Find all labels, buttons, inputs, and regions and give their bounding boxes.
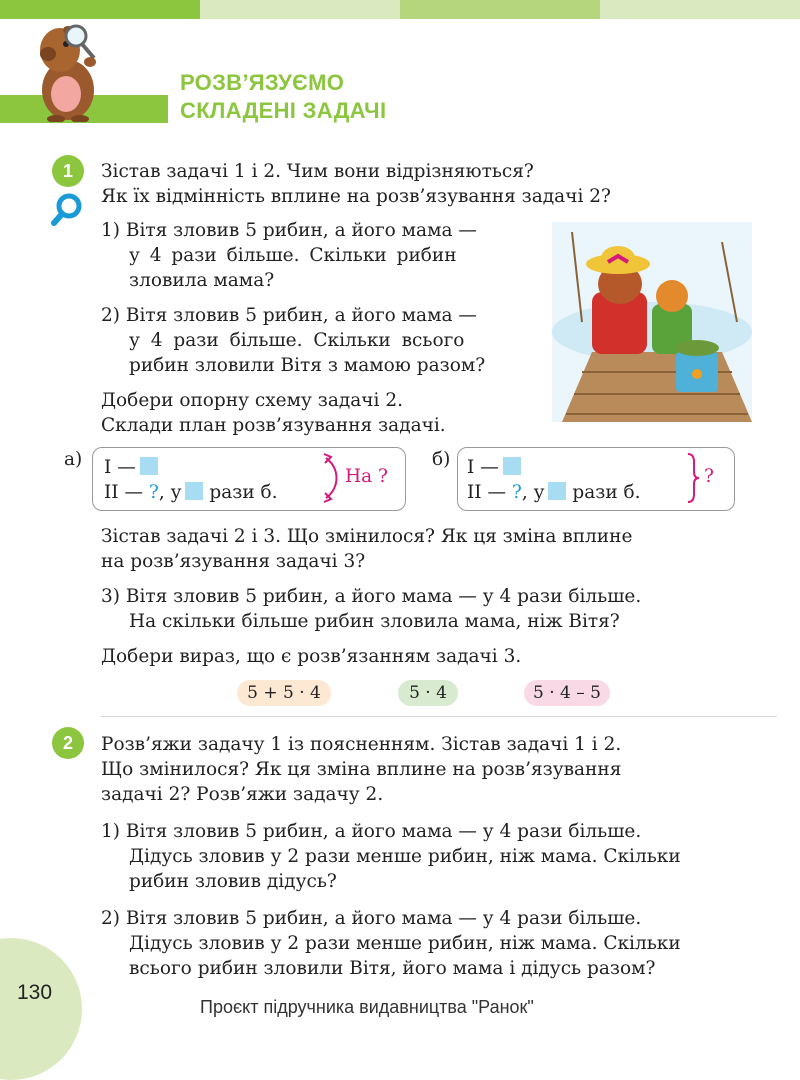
- scheme-a-row1: [104, 456, 158, 480]
- expression-option-1[interactable]: 5 + 5 · 4: [237, 680, 331, 706]
- scheme-b-row2-end: рази б.: [572, 482, 641, 503]
- blank-square: [503, 457, 521, 475]
- scheme-b-row1-label: I —: [467, 457, 499, 478]
- blank-square: [185, 482, 203, 500]
- scheme-a-row2-mid: , у: [158, 482, 182, 503]
- task1-compare-1: Зістав задачі 2 і 3. Що змінилося? Як ця зміна вплине: [101, 526, 633, 547]
- task2-intro-2: Що змінилося? Як ця зміна вплине на розв’язування: [101, 759, 622, 780]
- scheme-a-row1-label: I —: [104, 457, 136, 478]
- question-mark: ?: [511, 482, 522, 503]
- task1-intro-1: Зістав задачі 1 і 2. Чим вони відрізняються?: [101, 161, 534, 182]
- capybara-mascot-icon: [28, 22, 108, 122]
- scheme-a-row2-label: II —: [104, 482, 143, 503]
- task-number-badge-1: 1: [52, 155, 84, 187]
- top-bar-1: [0, 0, 200, 19]
- magnifier-icon: [50, 192, 84, 228]
- scheme-b-label: б): [432, 449, 451, 470]
- task1-problem2-line3: рибин зловили Вітя з мамою разом?: [129, 355, 486, 376]
- task1-problem2-line1: 2) Вітя зловив 5 рибин, а його мама —: [101, 305, 477, 326]
- top-bar-3: [400, 0, 600, 19]
- page-title-line2: СКЛАДЕНІ ЗАДАЧІ: [180, 98, 387, 123]
- scheme-a-row2: [104, 481, 278, 505]
- task2-problem2-line3: всього рибин зловили Вітя, його мама і дідусь разом?: [129, 958, 656, 979]
- page-number: 130: [17, 981, 53, 1004]
- task1-problem3-line1: 3) Вітя зловив 5 рибин, а його мама — у 4 рази більше.: [101, 586, 642, 607]
- task2-problem2-line2: Дідусь зловив у 2 рази менше рибин, ніж мама. Скільки: [129, 933, 681, 954]
- footer-caption: Проєкт підручника видавництва "Ранок": [200, 997, 534, 1017]
- expression-option-2[interactable]: 5 · 4: [398, 680, 458, 706]
- task1-intro-2: Як їх відмінність вплине на розв’язування задачі 2?: [101, 186, 611, 207]
- task1-problem1-line1: 1) Вітя зловив 5 рибин, а його мама —: [101, 220, 477, 241]
- task-number-badge-2: 2: [52, 727, 84, 759]
- task2-problem1-line3: рибин зловив дідусь?: [129, 871, 337, 892]
- task2-problem1-line2: Дідусь зловив у 2 рази менше рибин, ніж мама. Скільки: [129, 846, 681, 867]
- task1-problem1-line3: зловила мама?: [129, 270, 275, 291]
- question-mark: ?: [148, 482, 159, 503]
- scheme-a-row2-end: рази б.: [209, 482, 278, 503]
- curly-brace-icon: [686, 452, 700, 504]
- page-title-line1: РОЗВ’ЯЗУЄМО: [180, 70, 345, 95]
- task1-compare-2: на розв’язування задачі 3?: [101, 551, 366, 572]
- scheme-b-side: ?: [704, 466, 714, 487]
- task1-problem2-line2: у 4 рази більше. Скільки всього: [129, 330, 465, 351]
- task1-choose-scheme: Добери опорну схему задачі 2.: [101, 390, 403, 411]
- top-bar-2: [200, 0, 400, 19]
- task1-problem1-line2: у 4 рази більше. Скільки рибин: [129, 245, 457, 266]
- scheme-b-row2: [467, 481, 641, 505]
- expression-option-3[interactable]: 5 · 4 – 5: [524, 680, 610, 706]
- scheme-b-row2-label: II —: [467, 482, 506, 503]
- task1-make-plan: Склади план розв’язування задачі.: [101, 415, 446, 436]
- blank-square: [140, 457, 158, 475]
- task2-intro-1: Розв’яжи задачу 1 із поясненням. Зістав задачі 1 і 2.: [101, 734, 622, 755]
- top-bar-4: [600, 0, 800, 19]
- scheme-b-row1: [467, 456, 521, 480]
- scheme-a-side: На ?: [345, 466, 388, 487]
- task2-intro-3: задачі 2? Розв’яжи задачу 2.: [101, 784, 384, 805]
- scheme-a-label: а): [64, 449, 83, 470]
- task1-expression-prompt: Добери вираз, що є розв’язанням задачі 3.: [101, 646, 522, 667]
- scheme-b-row2-mid: , у: [521, 482, 545, 503]
- task1-problem3-line2: На скільки більше рибин зловила мама, ніж Вітя?: [129, 611, 620, 632]
- curved-arrow-icon: [322, 452, 344, 504]
- section-divider: [101, 716, 777, 717]
- blank-square: [548, 482, 566, 500]
- page-corner: [0, 938, 82, 1080]
- task2-problem1-line1: 1) Вітя зловив 5 рибин, а його мама — у 4 рази більше.: [101, 821, 642, 842]
- fishing-illustration: [552, 222, 752, 422]
- task2-problem2-line1: 2) Вітя зловив 5 рибин, а його мама — у 4 рази більше.: [101, 908, 642, 929]
